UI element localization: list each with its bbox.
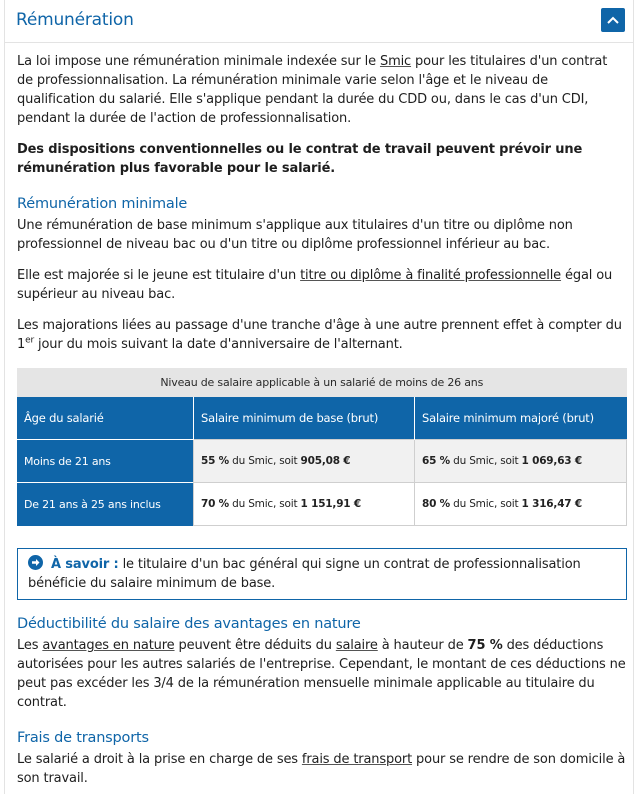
heading-remuneration-minimale: Rémunération minimale: [17, 196, 188, 212]
row-age: Moins de 21 ans: [17, 440, 194, 483]
transports-paragraph: Le salarié a droit à la prise en charge de ses frais de transport pour se rendre de son domicile à son travail.: [17, 752, 626, 786]
header-base: Salaire minimum de base (brut): [194, 397, 415, 440]
arrow-right-circle-icon: [28, 555, 43, 570]
a-savoir-label: À savoir :: [51, 557, 119, 572]
salary-table: [17, 368, 627, 526]
collapse-button[interactable]: [601, 8, 625, 32]
smic-link[interactable]: Smic: [379, 54, 412, 69]
a-savoir-box: [17, 548, 627, 600]
heading-deductibilite: Déductibilité du salaire des avantages en nature: [17, 616, 361, 632]
deductibilite-paragraph: Les avantages en nature peuvent être déduits du salaire à hauteur de 75 % des déductions autorisées pour les autres salariés de l'entreprise. Cependant, le montant de ces déductions ne peut pas excéder les 3/4 de la rémunération mensuelle minimale applicable au titulaire du contrat.: [17, 638, 626, 710]
tranche-age-paragraph: Les majorations liées au passage d'une tranche d'âge à une autre prennent effet à compter du 1er jour du mois suivant la date d'anniversaire de l'alternant.: [17, 318, 622, 352]
table-caption: Niveau de salaire applicable à un salarié de moins de 26 ans: [17, 368, 627, 397]
section-content: [17, 52, 627, 788]
frais-transport-link[interactable]: frais de transport: [301, 752, 413, 767]
salaire-link[interactable]: salaire: [335, 638, 378, 653]
majoration-paragraph: Elle est majorée si le jeune est titulaire d'un titre ou diplôme à finalité professionnelle égal ou supérieur au niveau bac.: [17, 268, 613, 302]
cell-majore: 65 % du Smic, soit 1 069,63 €: [415, 440, 627, 483]
header-majore: Salaire minimum majoré (brut): [415, 397, 627, 440]
heading-transports: Frais de transports: [17, 730, 149, 746]
section-header: [5, 0, 633, 43]
titre-diplome-link[interactable]: titre ou diplôme à finalité professionnelle: [300, 268, 562, 283]
cell-base: 70 % du Smic, soit 1 151,91 €: [194, 483, 415, 526]
cell-majore: 80 % du Smic, soit 1 316,47 €: [415, 483, 627, 526]
a-savoir-text: le titulaire d'un bac général qui signe un contrat de professionnalisation bénéficie du salaire minimum de base.: [28, 557, 581, 591]
chevron-up-icon: [607, 16, 619, 24]
section-title: Rémunération: [16, 10, 134, 30]
remuneration-panel: [4, 0, 634, 794]
avantages-nature-link[interactable]: avantages en nature: [42, 638, 175, 653]
row-age: De 21 ans à 25 ans inclus: [17, 483, 194, 526]
table-row: [17, 483, 627, 526]
cell-base: 55 % du Smic, soit 905,08 €: [194, 440, 415, 483]
base-paragraph: Une rémunération de base minimum s'applique aux titulaires d'un titre ou diplôme non professionnel de niveau bac ou d'un titre ou diplôme professionnel inférieur au bac.: [17, 218, 573, 252]
table-row: [17, 440, 627, 483]
intro-paragraph: La loi impose une rémunération minimale indexée sur le Smic pour les titulaires d'un contrat de professionnalisation. La rémunération minimale varie selon l'âge et le niveau de qualification du salarié. Elle s'applique pendant la durée du CDD ou, dans le cas d'un CDI, pendant la durée de l'action de professionnalisation.: [17, 54, 608, 126]
header-age: Âge du salarié: [17, 397, 194, 440]
intro-bold-paragraph: Des dispositions conventionnelles ou le contrat de travail peuvent prévoir une rémunération plus favorable pour le salarié.: [17, 142, 583, 176]
